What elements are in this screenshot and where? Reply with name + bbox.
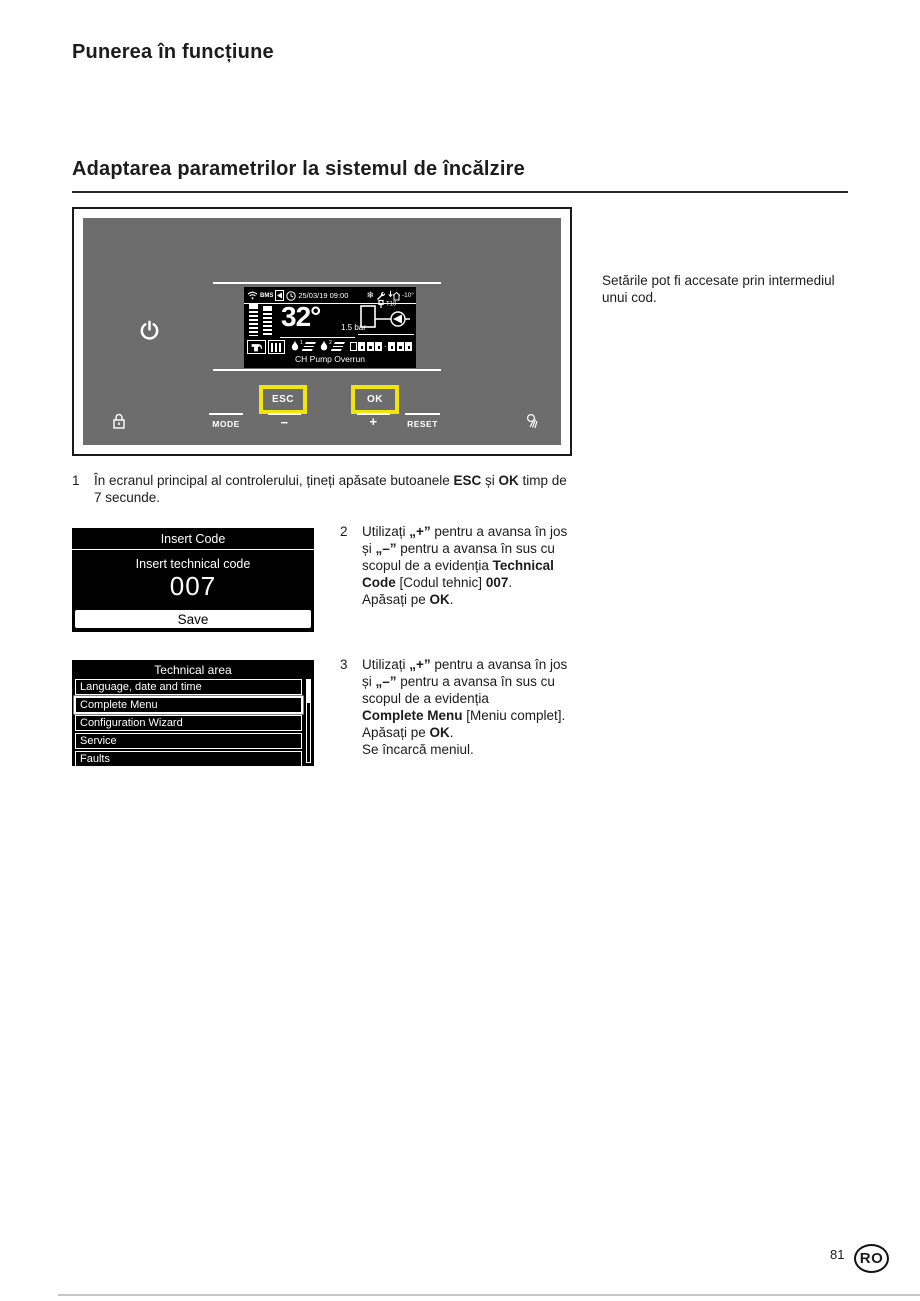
wifi-icon [247, 291, 258, 300]
text-segment: . [449, 725, 454, 740]
text-segment: Se încarcă meniul. [362, 742, 474, 757]
section-heading: Adaptarea parametrilor la sistemul de încălzire [72, 158, 525, 180]
segment-box [397, 342, 404, 351]
segment-box [350, 342, 357, 351]
esc-button-label: ESC [271, 394, 295, 405]
minus-button: − [280, 415, 289, 430]
clock-icon [286, 291, 296, 301]
text-segment: [Codul tehnic] [395, 575, 486, 590]
menu-item: Faults [75, 751, 302, 767]
burner1-index: 1 [300, 340, 303, 346]
scrollbar-thumb [307, 680, 310, 703]
screen-title: Insert Code [160, 532, 226, 546]
text-segment: „–” [375, 674, 397, 689]
language-badge: RO [854, 1244, 889, 1273]
step-number: 2 [340, 524, 348, 539]
datetime-text: 25/03/19 09:00 [298, 291, 349, 300]
text-segment: OK [429, 592, 450, 607]
section-divider [72, 191, 848, 193]
text-segment: OK [429, 725, 450, 740]
chimney-sweep-icon [525, 413, 542, 430]
burner1-flame-icon [291, 340, 314, 351]
text-segment: Utilizați [362, 524, 410, 539]
save-button: Save [75, 610, 311, 628]
boiler-pump-icon [358, 299, 414, 332]
bar-gauge-1 [249, 304, 258, 336]
segment-dot: · [383, 341, 387, 351]
segment-indicators [350, 342, 412, 351]
menu-item: Configuration Wizard [75, 715, 302, 731]
text-segment: timp de [518, 473, 567, 488]
text-segment: Complete Menu [362, 708, 463, 723]
segment-box [405, 342, 412, 351]
technical-area-screen [72, 660, 314, 766]
bms-label: BMS [260, 292, 274, 299]
reset-button-bar [405, 413, 440, 415]
burner2-level-bars [331, 342, 345, 351]
text-segment: Apăsați pe [362, 725, 430, 740]
text-segment: și [481, 473, 499, 488]
segment-box [367, 342, 374, 351]
text-segment: pentru a avansa în jos [430, 524, 568, 539]
text-segment: Apăsați pe [362, 592, 430, 607]
text-segment: Utilizați [362, 657, 410, 672]
dhw-tap-icon [247, 340, 266, 354]
text-segment: Technical [492, 558, 554, 573]
text-segment: scopul de a evidenția [362, 691, 489, 706]
text-segment: . [449, 592, 454, 607]
controller-panel [83, 218, 561, 445]
lcd-mode-row [244, 340, 416, 354]
text-segment: ESC [453, 473, 482, 488]
segment-box [358, 342, 365, 351]
page-title: Punerea în funcțiune [72, 41, 274, 63]
text-segment: scopul de a evidenția [362, 558, 493, 573]
segment-box [375, 342, 382, 351]
side-note: Setările pot fi accesate prin intermediul unui cod. [602, 273, 835, 305]
text-segment: Code [362, 575, 396, 590]
sensor-label: T10 [386, 301, 397, 308]
scrollbar-track [306, 679, 311, 763]
reset-button: RESET [407, 419, 438, 429]
lcd-separator-left [280, 337, 355, 338]
step-3 [340, 656, 590, 758]
fan-icon [275, 290, 284, 301]
radiator-bars [271, 343, 282, 352]
menu-item: Language, date and time [75, 679, 302, 695]
text-segment: În ecranul principal al controlerului, țineți apăsate butoanele [94, 473, 454, 488]
outdoor-temp-value: -10° [402, 292, 414, 299]
lcd-separator-right [358, 334, 414, 335]
segment-box [388, 342, 395, 351]
insert-code-screen [72, 528, 314, 632]
ok-button-label: OK [367, 394, 383, 405]
text-segment: pentru a avansa în sus cu [396, 541, 555, 556]
scan-edge-line [58, 1294, 920, 1296]
bar-gauge-2 [263, 306, 272, 336]
ok-button [351, 385, 399, 414]
text-segment: pentru a avansa în jos [430, 657, 568, 672]
flow-temperature: 32° [281, 301, 321, 332]
text-segment: 7 secunde. [94, 490, 161, 505]
pressure-value: 1.5 bar [341, 323, 366, 332]
menu-item-selected: Complete Menu [75, 697, 302, 713]
page-number: 81 [830, 1247, 845, 1262]
burner2-index: 2 [329, 340, 332, 346]
step-number: 3 [340, 657, 348, 672]
step-text [94, 472, 567, 506]
burner2-flame-icon [320, 340, 343, 351]
text-segment: [Meniu complet]. [462, 708, 566, 723]
text-segment: „+” [409, 657, 431, 672]
screen-title: Technical area [154, 663, 232, 677]
esc-button [259, 385, 307, 414]
text-segment: pentru a avansa în sus cu [396, 674, 555, 689]
step-1 [72, 472, 624, 506]
display-frame-line-top [213, 282, 441, 284]
text-segment: . [508, 575, 513, 590]
burner1-level-bars [302, 342, 316, 351]
screen-title-divider [72, 549, 314, 550]
text-segment: 007 [485, 575, 509, 590]
menu-list [75, 679, 302, 769]
heating-radiator-icon [268, 340, 285, 354]
step-text [362, 523, 567, 608]
text-segment: „+” [409, 524, 431, 539]
step-2 [340, 523, 590, 608]
controller-figure [72, 207, 572, 456]
code-value: 007 [169, 571, 217, 601]
menu-item: Service [75, 733, 302, 749]
text-segment: OK [498, 473, 519, 488]
step-text [362, 656, 567, 758]
text-segment: și [362, 674, 376, 689]
plus-button: + [369, 414, 378, 429]
power-icon [138, 319, 161, 342]
text-segment: și [362, 541, 376, 556]
modulation-bars [249, 306, 272, 336]
code-prompt: Insert technical code [135, 557, 251, 571]
lcd-status-text: CH Pump Overrun [295, 354, 365, 364]
mode-button-bar [209, 413, 243, 415]
frost-protection-icon: ❄ [366, 290, 374, 300]
mode-button: MODE [212, 419, 240, 429]
text-segment: „–” [375, 541, 397, 556]
step-number: 1 [72, 473, 80, 488]
lcd-display [244, 287, 416, 368]
lock-icon [111, 413, 127, 430]
display-frame-line-bottom [213, 369, 441, 371]
